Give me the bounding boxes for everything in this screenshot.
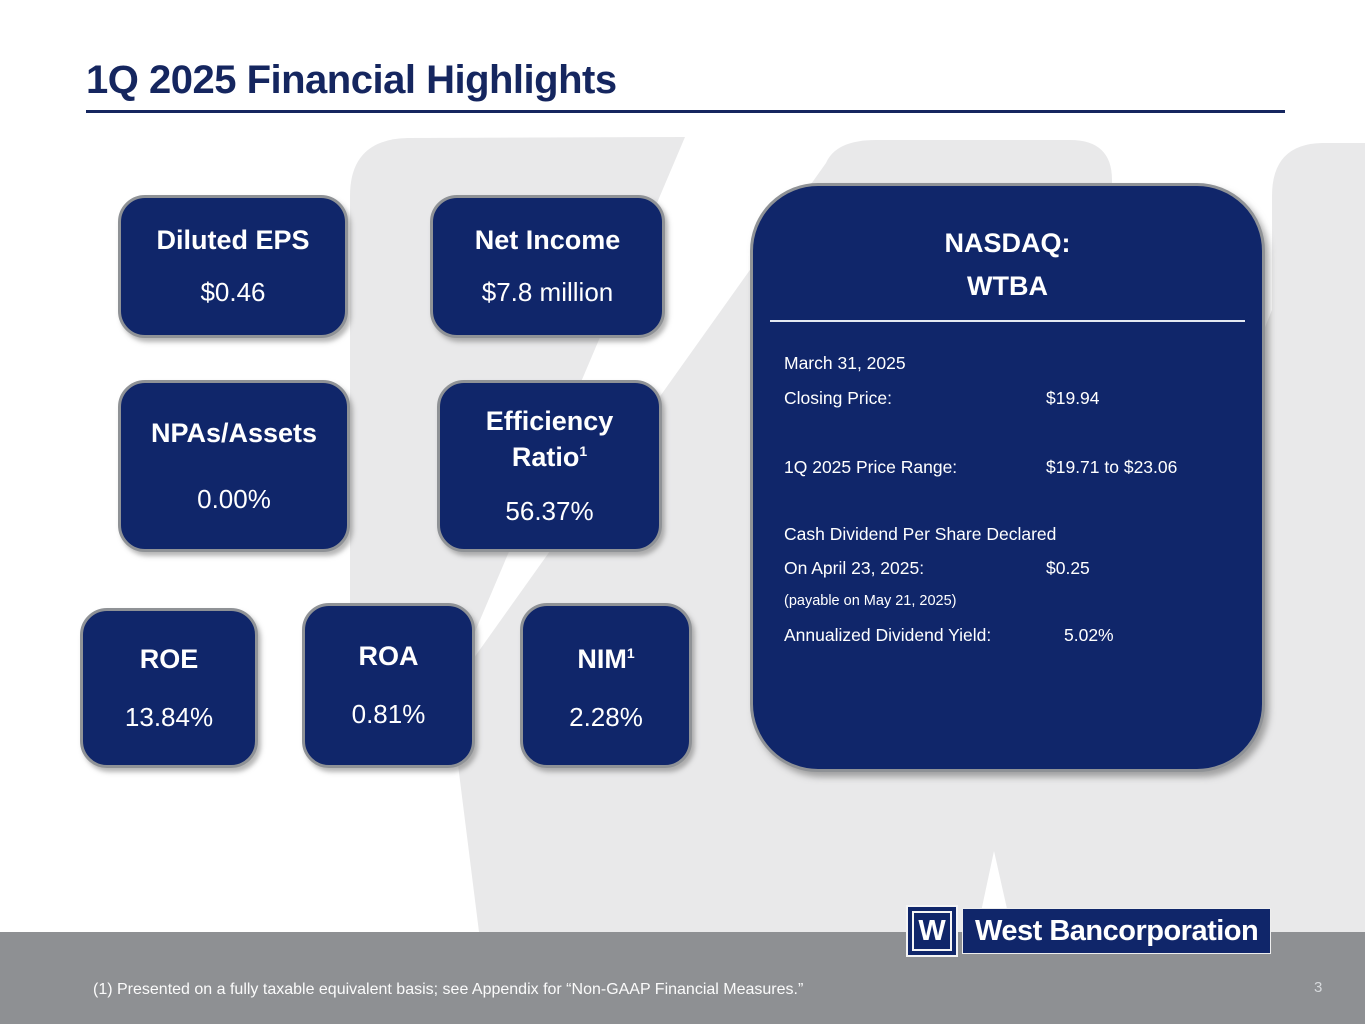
stock-panel-rows: [784, 352, 1231, 646]
metric-value: 56.37%: [505, 495, 594, 526]
stock-row-dividend-amount: On April 23, 2025: $0.25: [784, 558, 1090, 578]
metric-value: $0.46: [200, 277, 266, 307]
metric-box-npas-assets: [118, 380, 350, 552]
metric-box-efficiency-ratio: [437, 380, 662, 552]
metric-value: $7.8 million: [481, 277, 614, 307]
metric-value: 13.84%: [124, 701, 214, 732]
page-number: 3: [1314, 979, 1323, 996]
metric-label: Diluted EPS: [156, 225, 310, 255]
metric-box-roa: [302, 603, 475, 768]
metric-label: NIM$^1$: [577, 644, 635, 674]
page-title: 1Q 2025 Financial Highlights: [86, 58, 617, 102]
metric-box-net-income: [430, 195, 665, 338]
metric-value: 2.28%: [569, 702, 643, 732]
stock-row-dividend-yield: Annualized Dividend Yield: 5.02%: [784, 625, 1114, 645]
metric-label: Efficiency Ratio$^1$: [485, 405, 614, 472]
metric-box-nim: [520, 603, 692, 768]
stock-panel-divider: [770, 320, 1245, 322]
metric-box-roe: [80, 608, 258, 768]
title-underline: [86, 110, 1285, 113]
metric-box-diluted-eps: [118, 195, 348, 338]
metric-value: 0.81%: [351, 699, 426, 729]
metric-label: ROA: [358, 641, 419, 671]
metric-label: Net Income: [474, 225, 621, 255]
west-bancorporation-w-icon: W: [906, 905, 958, 957]
footnote-marker: 1: [626, 645, 635, 661]
stock-row-date: March 31, 2025: [784, 353, 906, 373]
stock-panel-title: NASDAQ: WTBA: [944, 228, 1071, 301]
stock-row-closing-price: Closing Price: $19.94: [784, 388, 1100, 408]
metric-value: 0.00%: [197, 483, 271, 514]
stock-row-payable-date: (payable on May 21, 2025): [784, 593, 957, 609]
stock-row-dividend-declared: Cash Dividend Per Share Declared: [784, 524, 1057, 544]
metric-label: ROE: [139, 643, 199, 674]
stock-row-price-range: 1Q 2025 Price Range: $19.71 to $23.06: [784, 457, 1178, 477]
footnote-text: (1) Presented on a fully taxable equivalent basis; see Appendix for “Non-GAAP Financial Measures.”: [93, 981, 804, 998]
metric-label: NPAs/Assets: [150, 417, 318, 448]
company-logo-name: West Bancorporation: [962, 908, 1271, 954]
company-logo: [906, 905, 1271, 957]
footnote-marker: 1: [579, 442, 588, 459]
stock-panel: [750, 183, 1265, 772]
